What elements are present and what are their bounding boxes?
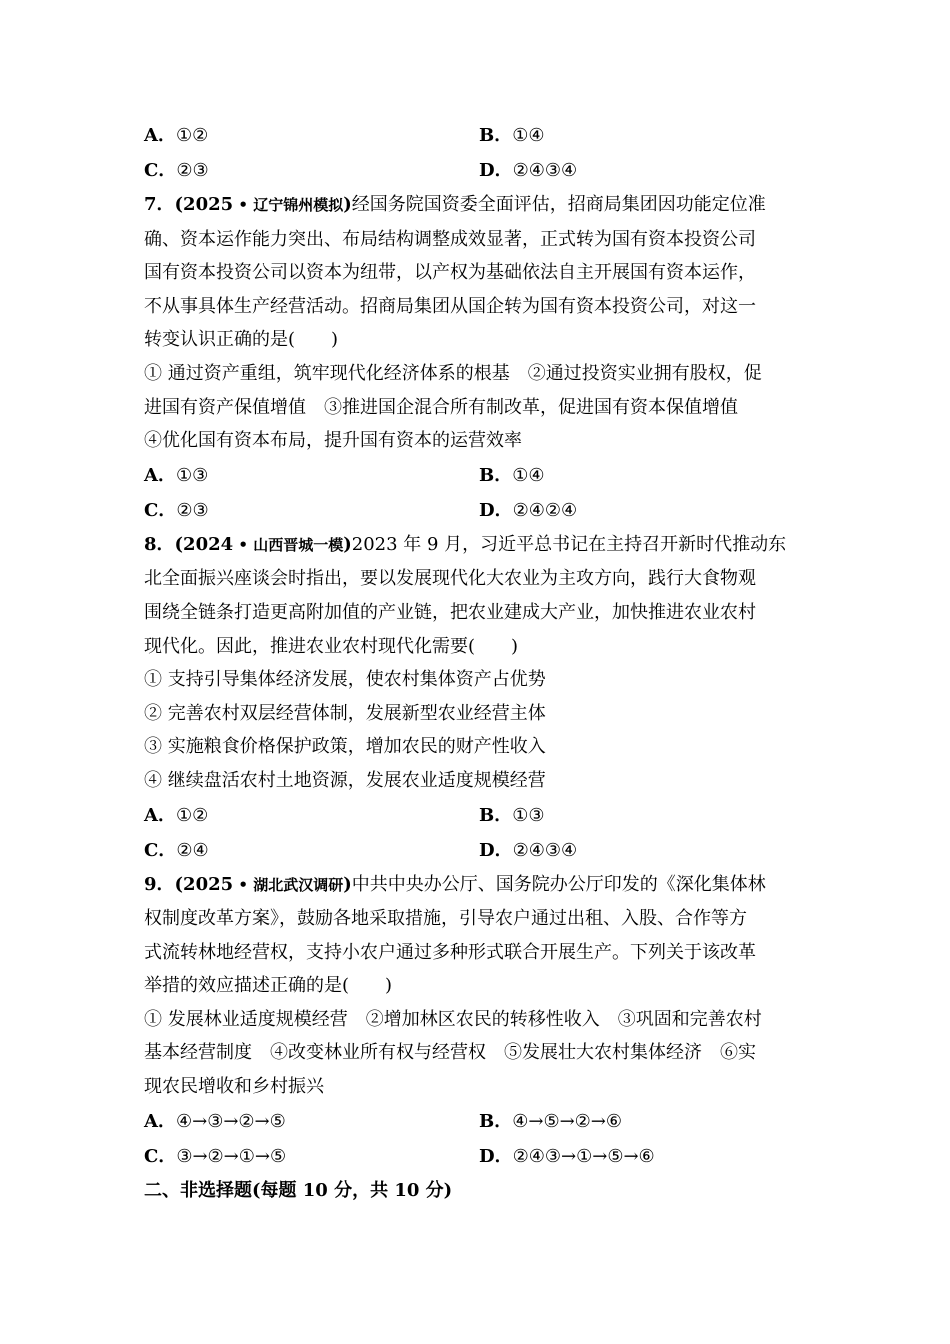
- document-page: [144, 118, 810, 1207]
- q6-options-row-2: [144, 153, 810, 188]
- q8-statement-1: ① 支持引导集体经济发展，使农村集体资产占优势: [144, 669, 546, 691]
- q6-option-a[interactable]: A．①②: [144, 125, 209, 146]
- q7-option-a[interactable]: A．①③: [144, 464, 209, 486]
- q8-option-a[interactable]: A．①②: [144, 804, 209, 826]
- q8-option-d[interactable]: D．②④③④: [479, 839, 578, 861]
- q7-option-c[interactable]: C．②③: [144, 499, 209, 521]
- q7-stem-line-1: 7．(2025 • 辽宁锦州模拟)经国务院国资委全面评估，招商局集团因功能定位准: [144, 194, 766, 215]
- q6-option-c[interactable]: C．②③: [144, 160, 209, 181]
- q7-stem-line-4: 不从事具体生产经营活动。招商局集团从国企转为国有资本投资公司，对这一: [144, 295, 756, 317]
- q8-statement-3: ③ 实施粮食价格保护政策，增加农民的财产性收入: [144, 736, 546, 758]
- q9-option-b[interactable]: B．④→⑤→②→⑥: [479, 1110, 623, 1132]
- q7-options-row-2: [144, 493, 810, 528]
- q7-stem-line-5: 转变认识正确的是( ): [144, 329, 339, 351]
- q9-option-a[interactable]: A．④→③→②→⑤: [144, 1110, 286, 1132]
- q9-stem-line-4: 举措的效应描述正确的是( ): [144, 975, 393, 997]
- q7-stem-line-3: 国有资本投资公司以资本为纽带，以产权为基础依法自主开展国有资本运作，: [144, 262, 756, 284]
- q9-option-d[interactable]: D．②④③→①→⑤→⑥: [479, 1145, 655, 1167]
- q6-option-d[interactable]: D．②④③④: [479, 160, 578, 181]
- q7-statement-line-1: ① 通过资产重组，筑牢现代化经济体系的根基 ②通过投资实业拥有股权，促: [144, 362, 762, 384]
- q9-options-row-1: [144, 1104, 810, 1139]
- q7-statement-line-2: 进国有资产保值增值 ③推进国企混合所有制改革，促进国有资本保值增值: [144, 396, 738, 418]
- q7-stem-line-2: 确、资本运作能力突出、布局结构调整成效显著，正式转为国有资本投资公司: [144, 228, 756, 250]
- q9-source: 湖北武汉调研: [253, 875, 344, 894]
- q9-stem-line-3: 式流转林地经营权，支持小农户通过多种形式联合开展生产。下列关于该改革: [144, 941, 756, 963]
- q9-statement-line-1: ① 发展林业适度规模经营 ②增加林区农民的转移性收入 ③巩固和完善农村: [144, 1008, 762, 1030]
- q7-statement-line-3: ④优化国有资本布局，提升国有资本的运营效率: [144, 430, 522, 452]
- q8-statement-4: ④ 继续盘活农村土地资源，发展农业适度规模经营: [144, 769, 546, 791]
- q9-option-c[interactable]: C．③→②→①→⑤: [144, 1145, 287, 1167]
- q9-stem-line-1: 9．(2025 • 湖北武汉调研)中共中央办公厅、国务院办公厅印发的《深化集体林: [144, 873, 766, 895]
- section-2-heading: [144, 1174, 810, 1208]
- q9-stem-line-2: 权制度改革方案》，鼓励各地采取措施，引导农户通过出租、入股、合作等方: [144, 908, 747, 930]
- q8-stem-line-2: 北全面振兴座谈会时指出，要以发展现代化大农业为主攻方向，践行大食物观: [144, 568, 756, 590]
- q7-number: 7．: [144, 194, 175, 215]
- section-2-title: 二、非选择题: [144, 1179, 252, 1201]
- q8-stem-line-3: 围绕全链条打造更高附加值的产业链，把农业建成大产业，加快推进农业农村: [144, 601, 756, 623]
- q6-option-b[interactable]: B．①④: [479, 125, 545, 146]
- q8-stem-line-4: 现代化。因此，推进农业农村现代化需要( ): [144, 635, 519, 657]
- q7-source: 辽宁锦州模拟: [253, 196, 344, 214]
- q8-option-c[interactable]: C．②④: [144, 839, 209, 861]
- q9-statement-line-2: 基本经营制度 ④改变林业所有权与经营权 ⑤发展壮大农村集体经济 ⑥实: [144, 1042, 756, 1064]
- q7-option-d[interactable]: D．②④②④: [479, 499, 578, 521]
- q8-options-row-2: [144, 833, 810, 868]
- q8-option-b[interactable]: B．①③: [479, 804, 545, 826]
- q8-number: 8．: [144, 533, 175, 555]
- q8-options-row-1: [144, 798, 810, 833]
- q6-options-row-1: [144, 118, 810, 153]
- q9-options-row-2: [144, 1139, 810, 1174]
- q7-option-b[interactable]: B．①④: [479, 464, 545, 486]
- q9-statement-line-3: 现农民增收和乡村振兴: [144, 1076, 324, 1098]
- q9-number: 9．: [144, 873, 175, 895]
- q8-statement-2: ② 完善农村双层经营体制，发展新型农业经营主体: [144, 702, 546, 724]
- q8-stem-line-1: 8．(2024 • 山西晋城一模)2023 年 9 月，习近平总书记在主持召开新时代推动东: [144, 533, 787, 555]
- section-2-note: (每题 10 分，共 10 分): [252, 1179, 453, 1201]
- q7-options-row-1: [144, 458, 810, 493]
- q8-source: 山西晋城一模: [253, 535, 344, 554]
